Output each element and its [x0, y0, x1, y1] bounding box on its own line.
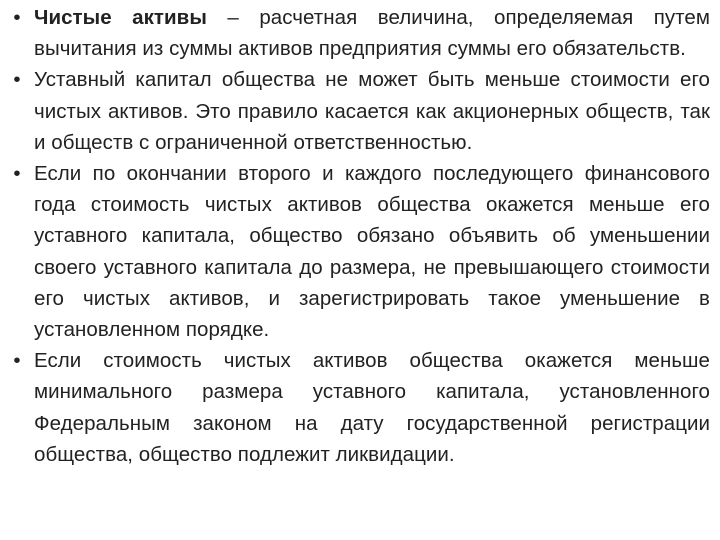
bullet-text: Если по окончании второго и каждого последующего финансового года стоимость чистых активов общества окажется меньше его уставного капитала, общество обязано объявить об уменьшении своего уставного капитала до размера, не превышающего стоимости его чистых активов, и зарегистрировать такое уменьшение в установленном порядке.	[34, 162, 710, 342]
bullet-item-net-assets-definition	[8, 2, 710, 64]
bullet-text: Если стоимость чистых активов общества окажется меньше минимального размера уставного капитала, установленного Федеральным законом на дату государственной регистрации общества, общество подлежит ликвидации.	[34, 349, 710, 466]
bullet-text: – расчетная величина, определяемая путем вычитания из суммы активов предприятия суммы его обязательств.	[34, 6, 710, 61]
bullet-item-capital-reduction	[8, 158, 710, 345]
term-net-assets: Чистые активы	[34, 6, 207, 29]
bullet-text: Уставный капитал общества не может быть меньше стоимости его чистых активов. Это правило касается как акционерных обществ, так и обществ с ограниченной ответственностью.	[34, 68, 710, 154]
bullet-icon: •	[13, 349, 21, 373]
bullet-icon: •	[13, 68, 21, 92]
bullet-icon: •	[13, 162, 21, 186]
bullet-item-liquidation	[8, 345, 710, 470]
bullet-list	[8, 2, 710, 470]
bullet-icon: •	[13, 6, 21, 29]
bullet-item-charter-capital-rule	[8, 64, 710, 158]
